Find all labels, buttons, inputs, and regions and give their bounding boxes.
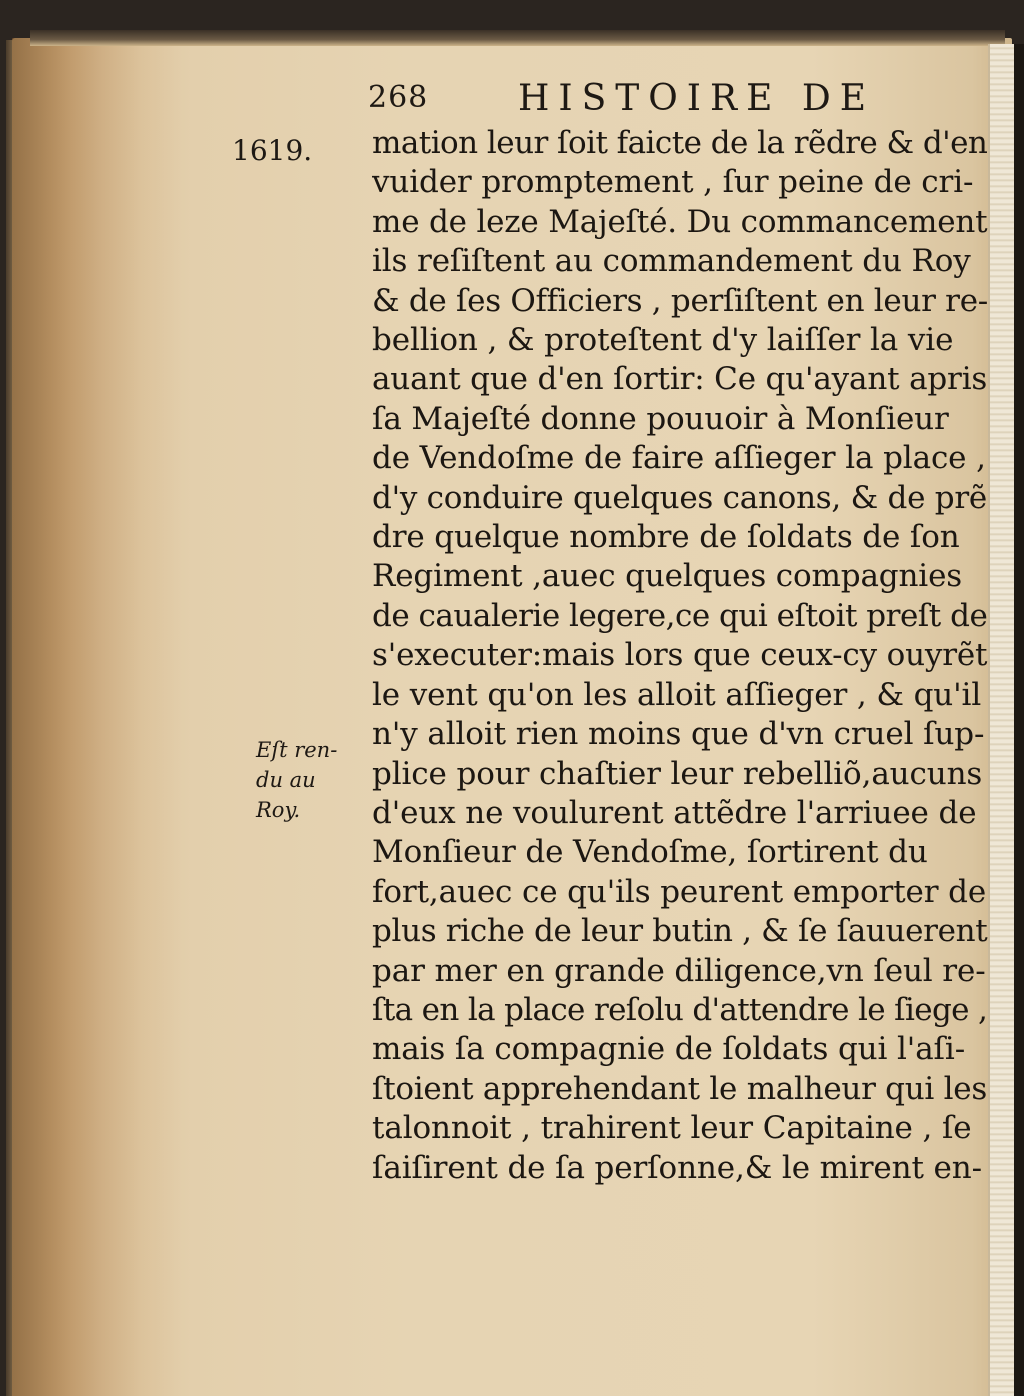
- running-title: HISTOIRE DE: [518, 78, 875, 119]
- page-top-edge: [30, 30, 1005, 46]
- text-line: ils reſiſtent au commandement du Roy: [372, 243, 971, 280]
- text-line: dre quelque nombre de ſoldats de ſon: [372, 519, 960, 556]
- text-line: auant que d'en ſortir: Ce qu'ayant apris: [372, 361, 988, 398]
- page-edge-strip: [988, 44, 1016, 1396]
- page-number: 268: [368, 80, 429, 115]
- sidenote-line: Roy.: [256, 798, 301, 822]
- text-line: ſtoient apprehendant le malheur qui les: [372, 1070, 987, 1107]
- text-line: par mer en grande diligence,vn ſeul re-: [372, 952, 986, 989]
- text-line: ſta en la place reſolu d'attendre le ſiege ,: [372, 991, 988, 1028]
- text-line: fort,auec ce qu'ils peurent emporter de: [372, 873, 987, 910]
- text-line: n'y alloit rien moins que d'vn cruel ſup-: [372, 716, 985, 753]
- margin-sidenote: [256, 735, 366, 825]
- page-gutter-shadow: [12, 38, 182, 1396]
- sidenote-line: Eſt ren-: [256, 738, 338, 762]
- text-line: de caualerie legere,ce qui eſtoit preſt de: [372, 597, 988, 634]
- text-line: Monſieur de Vendoſme, ſortirent du: [372, 834, 928, 871]
- margin-year: 1619.: [232, 134, 313, 167]
- text-line: mation leur ſoit faicte de la rẽdre & d'en: [372, 125, 988, 161]
- running-header: [368, 80, 968, 124]
- scan-right-border: [1014, 44, 1024, 1396]
- text-line: mais ſa compagnie de ſoldats qui l'aſi-: [372, 1031, 966, 1068]
- text-line: de Vendoſme de faire aſſieger la place ,: [372, 440, 986, 477]
- text-line: Regiment ,auec quelques compagnies: [372, 558, 963, 595]
- text-line: me de leze Majeſté. Du commancement: [372, 203, 988, 240]
- text-line: ſa Majeſté donne pouuoir à Monſieur: [372, 400, 949, 437]
- sidenote-line: du au: [256, 768, 316, 792]
- text-line: vuider promptement , ſur peine de cri-: [372, 164, 974, 201]
- body-text: [372, 124, 992, 1188]
- text-line: d'eux ne voulurent attẽdre l'arriuee de: [372, 794, 977, 831]
- text-line: s'executer:mais lors que ceux-cy ouyrẽt: [372, 637, 988, 674]
- text-line: bellion , & proteſtent d'y laiſſer la vie: [372, 322, 954, 359]
- text-line: plice pour chaſtier leur rebelliõ,aucuns: [372, 755, 983, 792]
- text-line: le vent qu'on les alloit aſſieger , & qu'il: [372, 676, 982, 713]
- text-line: plus riche de leur butin , & ſe ſauuerent: [372, 913, 988, 950]
- text-line: talonnoit , trahirent leur Capitaine , ſe: [372, 1110, 972, 1147]
- text-line: & de ſes Officiers , perſiſtent en leur re-: [372, 282, 988, 319]
- text-line: ſaiſirent de ſa perſonne,& le mirent en-: [372, 1149, 982, 1186]
- text-line: d'y conduire quelques canons, & de prẽ: [372, 479, 988, 516]
